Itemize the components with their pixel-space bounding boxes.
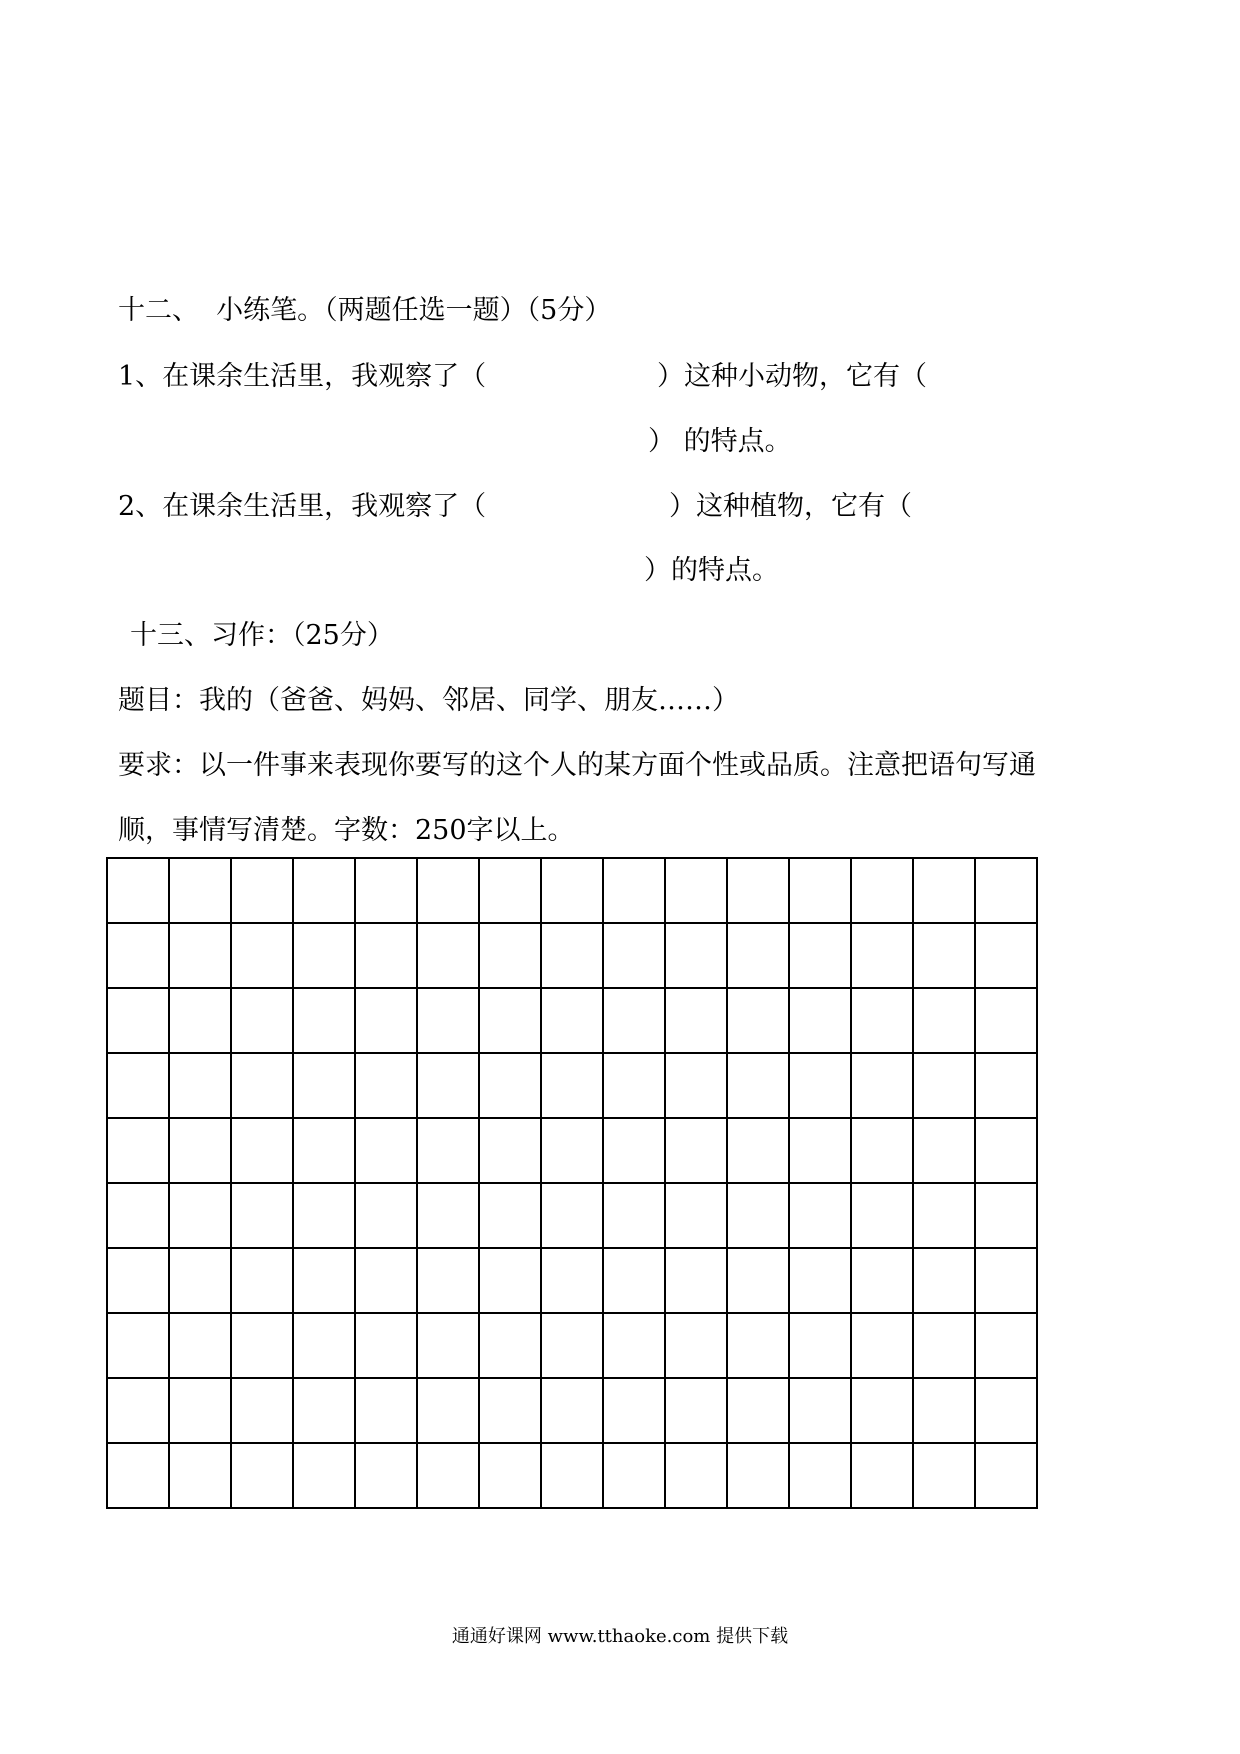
grid-cell[interactable] (728, 1249, 790, 1314)
grid-cell[interactable] (294, 1184, 356, 1249)
grid-cell[interactable] (418, 1314, 480, 1379)
section-13-heading: 十三、习作：（25分） (130, 620, 394, 651)
grid-cell[interactable] (914, 1379, 976, 1444)
grid-cell[interactable] (418, 1184, 480, 1249)
grid-cell[interactable] (604, 1379, 666, 1444)
grid-cell[interactable] (418, 1119, 480, 1184)
section-12-heading: 十二、 小练笔。（两题任选一题）（5分） (118, 295, 612, 326)
grid-cell[interactable] (976, 859, 1038, 924)
grid-cell[interactable] (914, 1249, 976, 1314)
grid-cell[interactable] (666, 924, 728, 989)
grid-cell[interactable] (542, 1249, 604, 1314)
grid-cell[interactable] (232, 1119, 294, 1184)
grid-cell[interactable] (976, 1184, 1038, 1249)
grid-cell[interactable] (170, 1249, 232, 1314)
grid-cell[interactable] (728, 1054, 790, 1119)
grid-cell[interactable] (852, 1054, 914, 1119)
grid-cell[interactable] (232, 1184, 294, 1249)
grid-cell[interactable] (790, 1054, 852, 1119)
grid-cell[interactable] (480, 1119, 542, 1184)
grid-cell[interactable] (232, 1379, 294, 1444)
grid-cell[interactable] (666, 1119, 728, 1184)
grid-cell[interactable] (914, 1119, 976, 1184)
grid-cell[interactable] (976, 1314, 1038, 1379)
grid-cell[interactable] (728, 924, 790, 989)
grid-cell[interactable] (790, 1379, 852, 1444)
grid-cell[interactable] (604, 1184, 666, 1249)
grid-cell[interactable] (356, 1444, 418, 1509)
grid-cell[interactable] (356, 924, 418, 989)
grid-cell[interactable] (170, 1119, 232, 1184)
grid-cell[interactable] (294, 1054, 356, 1119)
grid-cell[interactable] (108, 1379, 170, 1444)
grid-cell[interactable] (170, 924, 232, 989)
grid-cell[interactable] (170, 1379, 232, 1444)
question-2-part3: ）的特点。 (644, 555, 779, 586)
grid-cell[interactable] (852, 1119, 914, 1184)
grid-cell[interactable] (728, 1119, 790, 1184)
grid-cell[interactable] (418, 1249, 480, 1314)
grid-cell[interactable] (418, 1444, 480, 1509)
grid-cell[interactable] (542, 1379, 604, 1444)
grid-cell[interactable] (728, 1379, 790, 1444)
grid-cell[interactable] (232, 1444, 294, 1509)
grid-cell[interactable] (604, 859, 666, 924)
grid-cell[interactable] (418, 1054, 480, 1119)
grid-cell[interactable] (728, 989, 790, 1054)
grid-cell[interactable] (170, 1184, 232, 1249)
grid-cell[interactable] (976, 989, 1038, 1054)
grid-cell[interactable] (542, 924, 604, 989)
grid-cell[interactable] (480, 1054, 542, 1119)
grid-cell[interactable] (356, 1054, 418, 1119)
grid-cell[interactable] (542, 1119, 604, 1184)
grid-cell[interactable] (418, 1379, 480, 1444)
grid-cell[interactable] (108, 859, 170, 924)
grid-cell[interactable] (790, 1444, 852, 1509)
grid-cell[interactable] (480, 989, 542, 1054)
grid-cell[interactable] (914, 1184, 976, 1249)
grid-cell[interactable] (108, 989, 170, 1054)
grid-cell[interactable] (852, 1379, 914, 1444)
grid-cell[interactable] (666, 1249, 728, 1314)
grid-cell[interactable] (232, 1249, 294, 1314)
grid-cell[interactable] (790, 1249, 852, 1314)
grid-cell[interactable] (976, 1054, 1038, 1119)
grid-cell[interactable] (294, 1119, 356, 1184)
grid-cell[interactable] (976, 1444, 1038, 1509)
grid-cell[interactable] (976, 924, 1038, 989)
grid-cell[interactable] (418, 859, 480, 924)
grid-cell[interactable] (356, 1314, 418, 1379)
grid-cell[interactable] (170, 859, 232, 924)
grid-cell[interactable] (232, 859, 294, 924)
grid-cell[interactable] (728, 1444, 790, 1509)
grid-cell[interactable] (542, 1054, 604, 1119)
grid-cell[interactable] (728, 1184, 790, 1249)
grid-cell[interactable] (418, 989, 480, 1054)
grid-cell[interactable] (976, 1119, 1038, 1184)
essay-requirement-line2: 顺，事情写清楚。字数：250字以上。 (118, 815, 575, 846)
grid-cell[interactable] (542, 1184, 604, 1249)
grid-cell[interactable] (480, 1379, 542, 1444)
grid-cell[interactable] (480, 1184, 542, 1249)
grid-cell[interactable] (356, 1249, 418, 1314)
grid-cell[interactable] (790, 859, 852, 924)
grid-cell[interactable] (976, 1249, 1038, 1314)
grid-cell[interactable] (728, 859, 790, 924)
grid-cell[interactable] (914, 1444, 976, 1509)
grid-cell[interactable] (170, 989, 232, 1054)
grid-cell[interactable] (294, 1379, 356, 1444)
essay-requirement-line1: 要求：以一件事来表现你要写的这个人的某方面个性或品质。注意把语句写通 (118, 750, 1036, 781)
grid-cell[interactable] (852, 1249, 914, 1314)
grid-cell[interactable] (604, 1314, 666, 1379)
grid-cell[interactable] (790, 989, 852, 1054)
grid-cell[interactable] (914, 924, 976, 989)
grid-cell[interactable] (604, 1119, 666, 1184)
grid-cell[interactable] (108, 1054, 170, 1119)
grid-cell[interactable] (232, 924, 294, 989)
grid-cell[interactable] (108, 924, 170, 989)
grid-cell[interactable] (108, 1314, 170, 1379)
grid-cell[interactable] (790, 1314, 852, 1379)
grid-cell[interactable] (232, 1314, 294, 1379)
grid-cell[interactable] (852, 859, 914, 924)
question-1-part1: 1、在课余生活里，我观察了（ (118, 361, 487, 392)
grid-cell[interactable] (914, 1054, 976, 1119)
question-2-part2: ）这种植物，它有（ (669, 491, 912, 522)
grid-cell[interactable] (790, 924, 852, 989)
grid-cell[interactable] (604, 924, 666, 989)
grid-cell[interactable] (170, 1054, 232, 1119)
grid-cell[interactable] (914, 1314, 976, 1379)
grid-cell[interactable] (480, 924, 542, 989)
grid-cell[interactable] (542, 1314, 604, 1379)
grid-cell[interactable] (294, 1249, 356, 1314)
grid-cell[interactable] (914, 989, 976, 1054)
grid-cell[interactable] (294, 989, 356, 1054)
grid-cell[interactable] (666, 859, 728, 924)
question-1-part3: ） 的特点。 (648, 426, 792, 457)
grid-cell[interactable] (108, 1444, 170, 1509)
grid-cell[interactable] (542, 1444, 604, 1509)
grid-cell[interactable] (108, 1249, 170, 1314)
grid-cell[interactable] (480, 1314, 542, 1379)
grid-cell[interactable] (356, 859, 418, 924)
grid-cell[interactable] (604, 989, 666, 1054)
footer-download-note: 通通好课网 www.tthaoke.com 提供下载 (451, 1626, 789, 1647)
grid-cell[interactable] (666, 989, 728, 1054)
grid-cell[interactable] (604, 1054, 666, 1119)
grid-cell[interactable] (666, 1054, 728, 1119)
grid-cell[interactable] (232, 989, 294, 1054)
question-1-part2: ）这种小动物，它有（ (657, 361, 927, 392)
grid-cell[interactable] (294, 1314, 356, 1379)
grid-cell[interactable] (480, 859, 542, 924)
grid-cell[interactable] (108, 1119, 170, 1184)
grid-cell[interactable] (356, 1379, 418, 1444)
grid-cell[interactable] (666, 1379, 728, 1444)
grid-cell[interactable] (294, 924, 356, 989)
grid-cell[interactable] (666, 1314, 728, 1379)
grid-cell[interactable] (108, 1184, 170, 1249)
grid-cell[interactable] (356, 989, 418, 1054)
grid-cell[interactable] (604, 1249, 666, 1314)
grid-cell[interactable] (790, 1184, 852, 1249)
question-2-part1: 2、在课余生活里，我观察了（ (118, 491, 487, 522)
grid-cell[interactable] (356, 1184, 418, 1249)
grid-cell[interactable] (976, 1379, 1038, 1444)
grid-cell[interactable] (852, 1184, 914, 1249)
grid-cell[interactable] (418, 924, 480, 989)
grid-cell[interactable] (170, 1314, 232, 1379)
grid-cell[interactable] (666, 1184, 728, 1249)
grid-cell[interactable] (852, 1314, 914, 1379)
grid-cell[interactable] (914, 859, 976, 924)
grid-cell[interactable] (542, 859, 604, 924)
grid-cell[interactable] (852, 989, 914, 1054)
grid-cell[interactable] (666, 1444, 728, 1509)
grid-cell[interactable] (170, 1444, 232, 1509)
grid-cell[interactable] (232, 1054, 294, 1119)
grid-cell[interactable] (852, 924, 914, 989)
writing-grid[interactable] (106, 857, 1038, 1509)
grid-cell[interactable] (294, 1444, 356, 1509)
grid-cell[interactable] (852, 1444, 914, 1509)
grid-cell[interactable] (480, 1444, 542, 1509)
grid-cell[interactable] (542, 989, 604, 1054)
grid-cell[interactable] (728, 1314, 790, 1379)
grid-cell[interactable] (356, 1119, 418, 1184)
grid-cell[interactable] (790, 1119, 852, 1184)
grid-cell[interactable] (294, 859, 356, 924)
essay-topic: 题目：我的（爸爸、妈妈、邻居、同学、朋友……） (118, 685, 739, 716)
grid-cell[interactable] (480, 1249, 542, 1314)
grid-cell[interactable] (604, 1444, 666, 1509)
